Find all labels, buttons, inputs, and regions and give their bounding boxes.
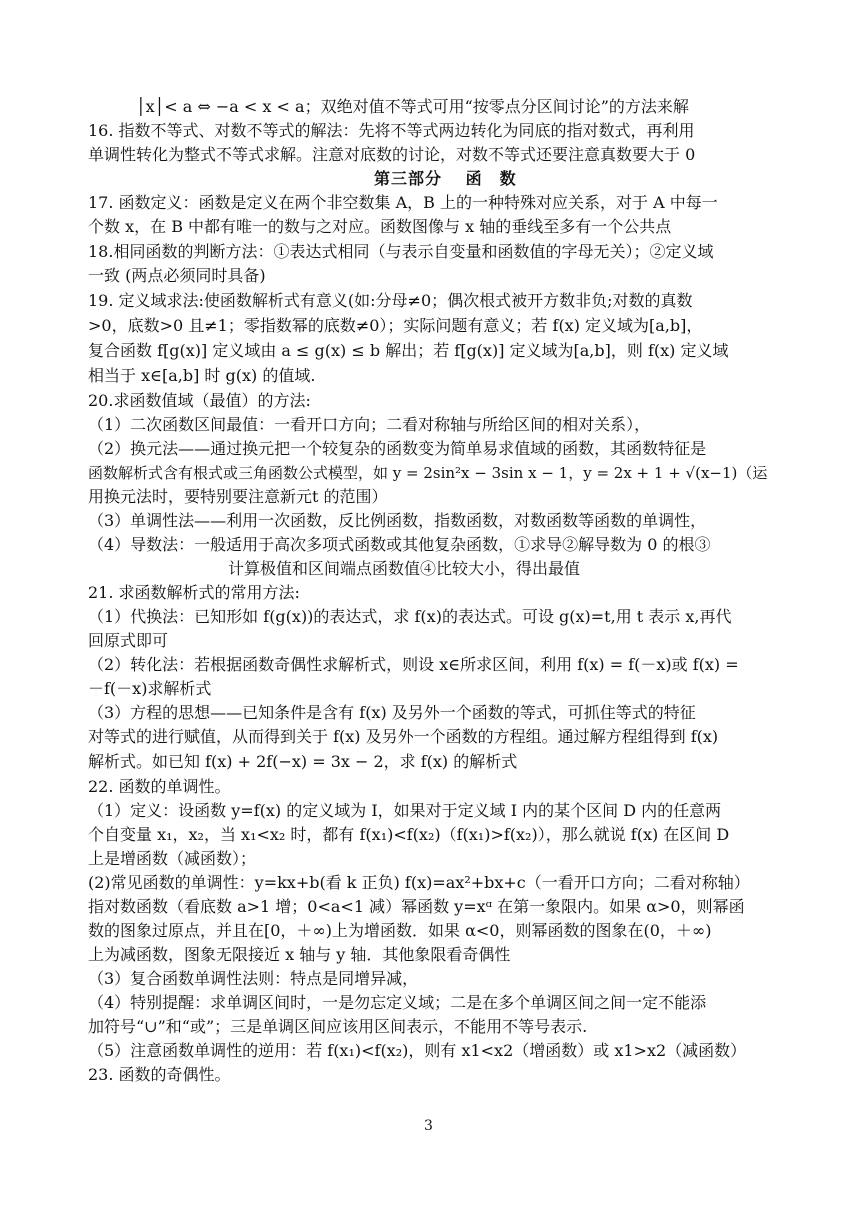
text-line: （4）特别提醒：求单调区间时，一是勿忘定义域；二是在多个单调区间之间一定不能添 — [88, 993, 707, 1012]
text-line: （3）单调性法——利用一次函数，反比例函数，指数函数，对数函数等函数的单调性， — [88, 511, 707, 530]
text-line: （1）定义：设函数 y=f(x) 的定义域为 I，如果对于定义域 I 内的某个区间 D 内的任意两 — [88, 801, 722, 820]
text-line: 解析式。如已知 f(x) + 2f(−x) = 3x − 2，求 f(x) 的解析式 — [88, 752, 518, 771]
text-line: │x│< a ⇔ −a < x < a；双绝对值不等式可用“按零点分区间讨论”的方法来解 — [136, 97, 689, 116]
text-line: 回原式即可 — [88, 631, 169, 650]
text-line: 16. 指数不等式、对数不等式的解法：先将不等式两边转化为同底的指对数式，再利用 — [88, 121, 695, 140]
text-line: （3）复合函数单调性法则：特点是同增异减， — [88, 969, 419, 988]
text-line: 相当于 x∈[a,b] 时 g(x) 的值域. — [88, 366, 316, 385]
text-line: 22. 函数的单调性。 — [88, 777, 231, 796]
text-line: 上是增函数（减函数）； — [88, 849, 257, 868]
text-line: 加符号“∪”和“或”；三是单调区间应该用区间表示，不能用不等号表示. — [88, 1017, 588, 1036]
text-line: 个数 x，在 B 中都有唯一的数与之对应。函数图像与 x 轴的垂线至多有一个公共点 — [88, 217, 672, 236]
text-line: （5）注意函数单调性的逆用：若 f(x₁)<f(x₂)，则有 x1<x2（增函数）或 x1>x2（减函数） — [88, 1041, 747, 1060]
text-line: 个自变量 x₁，x₂，当 x₁<x₂ 时，都有 f(x₁)<f(x₂)（f(x₁)>f(x₂)），那么就说 f(x) 在区间 D — [88, 825, 730, 844]
text-line: 20.求函数值域（最值）的方法: — [88, 391, 311, 410]
page-number: 3 — [424, 1118, 433, 1134]
text-line: 指对数函数（看底数 a>1 增；0<a<1 减）幂函数 y=xᵅ 在第一象限内。如果 α>0，则幂函 — [88, 897, 745, 916]
text-line: 上为减函数，图象无限接近 x 轴与 y 轴．其他象限看奇偶性 — [88, 945, 511, 964]
text-line: 用换元法时，要特别要注意新元t 的范围） — [88, 487, 388, 506]
text-line: 17. 函数定义：函数是定义在两个非空数集 A，B 上的一种特殊对应关系，对于 A 中每一 — [88, 193, 718, 212]
text-line: 18.相同函数的判断方法：①表达式相同（与表示自变量和函数值的字母无关）；②定义域 — [88, 242, 714, 261]
text-line: 21. 求函数解析式的常用方法: — [88, 583, 300, 602]
section-heading: 第三部分 函 数 — [374, 169, 517, 188]
text-line: （2）换元法——通过换元把一个较复杂的函数变为简单易求值域的函数，其函数特征是 — [88, 439, 707, 458]
text-line: （2）转化法：若根据函数奇偶性求解析式，则设 x∈所求区间，利用 f(x) = f(－x)或 f(x) = — [88, 655, 739, 674]
text-line: 一致 (两点必须同时具备) — [88, 266, 266, 285]
text-line: 23. 函数的奇偶性。 — [88, 1065, 231, 1084]
text-line: 复合函数 f[g(x)] 定义域由 a ≤ g(x) ≤ b 解出；若 f[g(x)] 定义域为[a,b]，则 f(x) 定义域 — [88, 341, 729, 360]
text-line: 数的图象过原点，并且在[0，＋∞)上为增函数．如果 α<0，则幂函数的图象在(0，＋∞) — [88, 921, 712, 940]
text-line: (2)常见函数的单调性：y=kx+b(看 k 正负) f(x)=ax²+bx+c（一看开口方向；二看对称轴） — [88, 873, 750, 892]
text-line: 单调性转化为整式不等式求解。注意对底数的讨论，对数不等式还要注意真数要大于 0 — [88, 145, 696, 164]
text-line: 对等式的进行赋值，从而得到关于 f(x) 及另外一个函数的方程组。通过解方程组得到 f(x) — [88, 727, 719, 746]
text-line: >0，底数>0 且≠1；零指数幂的底数≠0）；实际问题有意义；若 f(x) 定义域为[a,b]， — [88, 316, 703, 335]
text-line: （4）导数法：一般适用于高次多项式函数或其他复杂函数，①求导②解导数为 0 的根③ — [88, 535, 711, 554]
text-line: －f(－x)求解析式 — [88, 679, 212, 698]
text-line: 函数解析式含有根式或三角函数公式模型，如 y = 2sin²x − 3sin x − 1，y = 2x + 1 + √(x−1)（运 — [88, 464, 768, 482]
text-line: （1）代换法：已知形如 f(g(x))的表达式，求 f(x)的表达式。可设 g(x)=t,用 t 表示 x,再代 — [88, 607, 732, 626]
text-line: 计算极值和区间端点函数值④比较大小，得出最值 — [228, 559, 581, 578]
text-line: （1）二次函数区间最值：一看开口方向；二看对称轴与所给区间的相对关系）， — [88, 415, 651, 434]
text-line: （3）方程的思想——已知条件是含有 f(x) 及另外一个函数的等式，可抓住等式的特征 — [88, 703, 696, 722]
text-line: 19. 定义域求法:使函数解析式有意义(如:分母≠0；偶次根式被开方数非负;对数的真数 — [88, 291, 693, 310]
